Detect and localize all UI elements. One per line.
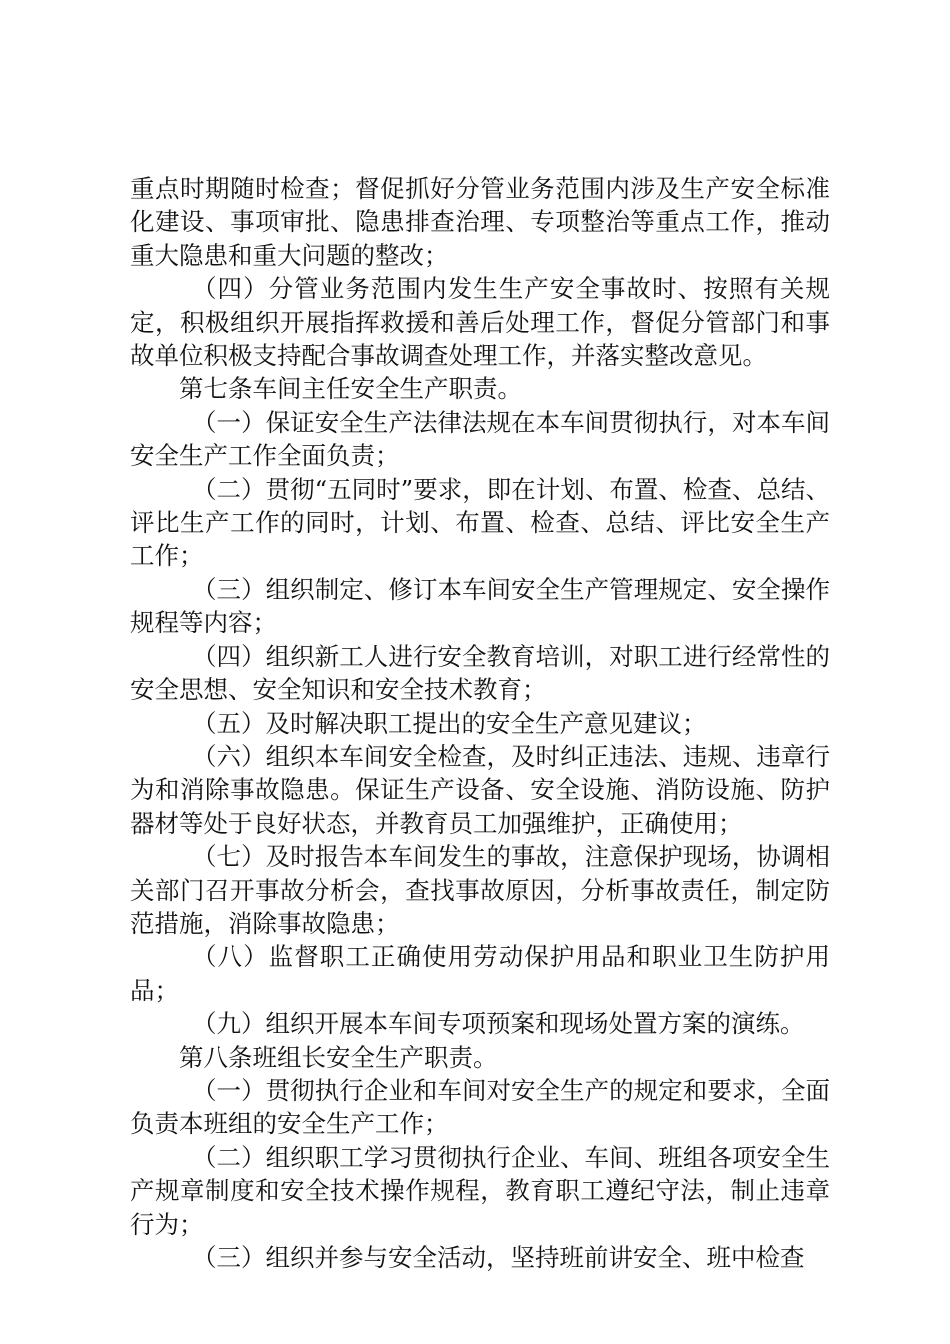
article-7-item-9: （九）组织开展本车间专项预案和现场处置方案的演练。 (192, 1009, 805, 1039)
article-7-item-7: （七）及时报告本车间发生的事故，注意保护现场，协调相关部门召开事故分析会，查找事故原因，分析事故责任，制定防范措施，消除事故隐患； (130, 842, 830, 938)
article-8-item-1: （一）贯彻执行企业和车间对安全生产的规定和要求，全面负责本班组的安全生产工作； (130, 1075, 830, 1139)
article-7-item-4: （四）组织新工人进行安全教育培训，对职工进行经常性的安全思想、安全知识和安全技术教育； (130, 641, 830, 705)
article-7-item-5: （五）及时解决职工提出的安全生产意见建议； (192, 708, 707, 738)
paragraph-continuation: 重点时期随时检查；督促抓好分管业务范围内涉及生产安全标准化建设、事项审批、隐患排查治理、专项整治等重点工作，推动重大隐患和重大问题的整改； (130, 174, 830, 270)
document-page (130, 172, 830, 1274)
article-7-item-1: （一）保证安全生产法律法规在本车间贯彻执行，对本车间安全生产工作全面负责； (130, 407, 830, 471)
article-8-heading: 第八条班组长安全生产职责。 (179, 1042, 498, 1072)
article-7-heading: 第七条车间主任安全生产职责。 (179, 374, 522, 404)
article-8-item-3: （三）组织并参与安全活动，坚持班前讲安全、班中检查 (192, 1243, 805, 1272)
article-7-item-6: （六）组织本车间安全检查，及时纠正违法、违规、违章行为和消除事故隐患。保证生产设备、安全设施、消防设施、防护器材等处于良好状态，并教育员工加强维护，正确使用； (130, 741, 830, 838)
article-7-item-2: （二）贯彻“五同时”要求，即在计划、布置、检查、总结、评比生产工作的同时，计划、布置、检查、总结、评比安全生产工作； (130, 474, 830, 571)
article-7-item-8: （八）监督职工正确使用劳动保护用品和职业卫生防护用品； (130, 942, 830, 1005)
article-7-item-3: （三）组织制定、修订本车间安全生产管理规定、安全操作规程等内容； (130, 574, 830, 638)
paragraph-item-4: （四）分管业务范围内发生生产安全事故时、按照有关规定，积极组织开展指挥救援和善后处理工作，督促分管部门和事故单位积极支持配合事故调查处理工作，并落实整改意见。 (130, 274, 830, 371)
article-8-item-2: （二）组织职工学习贯彻执行企业、车间、班组各项安全生产规章制度和安全技术操作规程，教育职工遵纪守法，制止违章行为； (130, 1142, 830, 1239)
